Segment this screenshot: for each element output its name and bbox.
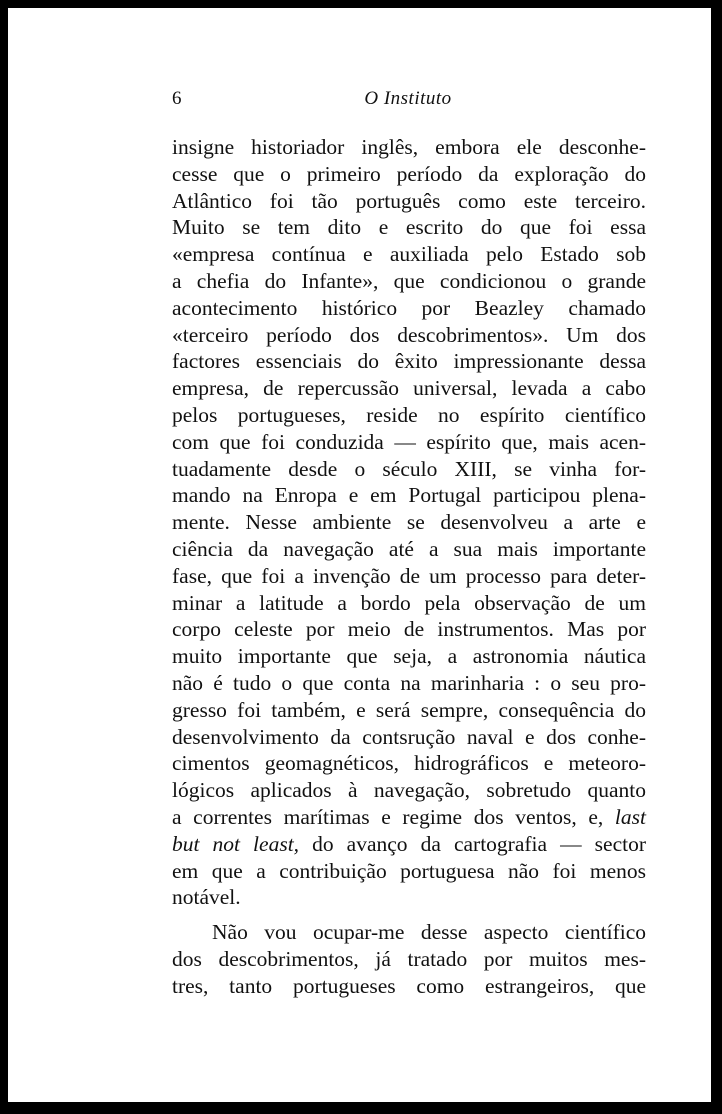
text-line: mente. Nesse ambiente se desenvolveu a arte e — [172, 510, 646, 535]
text-line: pelos portugueses, reside no espírito científico — [172, 402, 646, 427]
text-line: Atlântico foi tão português como este terceiro. — [172, 188, 646, 213]
italic-phrase-start: last — [614, 804, 646, 829]
text-line: cesse que o primeiro período da exploração do — [172, 161, 646, 186]
text-line: com que foi conduzida — espírito que, mais acen- — [172, 429, 646, 454]
body-text — [172, 134, 646, 1000]
text-line: mando na Enropa e em Portugal participou plena- — [172, 483, 646, 508]
text-line: «terceiro período dos descobrimentos». Um dos — [172, 322, 646, 347]
text-line: acontecimento histórico por Beazley chamado — [172, 295, 646, 320]
text-line-rest: do avanço da cartografia — sector — [299, 831, 646, 856]
text-line: gresso foi também, e será sempre, consequência do — [172, 697, 646, 722]
text-line: «empresa contínua e auxiliada pelo Estado sob — [172, 242, 646, 267]
italic-phrase-mid: but not least, — [172, 831, 300, 856]
text-line: ciência da navegação até a sua mais importante — [172, 536, 646, 561]
text-line: corpo celeste por meio de instrumentos. Mas por — [172, 617, 646, 642]
text-line: insigne historiador inglês, embora ele desconhe- — [172, 135, 646, 159]
text-line: em que a contribuição portuguesa não foi menos — [172, 858, 646, 883]
text-line — [172, 831, 646, 858]
paragraph-2 — [172, 919, 646, 999]
text-line: a chefia do Infante», que condicionou o grande — [172, 268, 646, 293]
document-page — [8, 8, 711, 1102]
text-line: cimentos geomagnéticos, hidrográficos e meteoro- — [172, 751, 646, 776]
text-line: empresa, de repercussão universal, levada a cabo — [172, 376, 646, 401]
text-line: muito importante que seja, a astronomia náutica — [172, 644, 646, 669]
text-line: tres, tanto portugueses como estrangeiros, que — [172, 973, 646, 998]
page-header — [172, 88, 644, 118]
text-line: fase, que foi a invenção de um processo para deter- — [172, 563, 646, 588]
text-line: dos descobrimentos, já tratado por muitos mes- — [172, 946, 646, 971]
text-line: minar a latitude a bordo pela observação de um — [172, 590, 646, 615]
page-number: 6 — [172, 88, 182, 109]
text-line: Muito se tem dito e escrito do que foi essa — [172, 215, 646, 240]
text-line: Não vou ocupar-me desse aspecto científico — [212, 920, 646, 945]
text-line: notável. — [172, 885, 241, 910]
text-line: não é tudo o que conta na marinharia : o seu pro- — [172, 670, 646, 695]
running-title: O Instituto — [364, 88, 452, 109]
text-line: tuadamente desde o século XIII, se vinha for- — [172, 456, 646, 481]
text-line: lógicos aplicados à navegação, sobretudo quanto — [172, 778, 646, 803]
text-line: desenvolvimento da contsrução naval e dos conhe- — [172, 724, 646, 749]
text-line: a correntes marítimas e regime dos ventos, e, last — [172, 804, 646, 829]
paragraph-1 — [172, 134, 646, 911]
text-line: factores essenciais do êxito impressionante dessa — [172, 349, 646, 374]
